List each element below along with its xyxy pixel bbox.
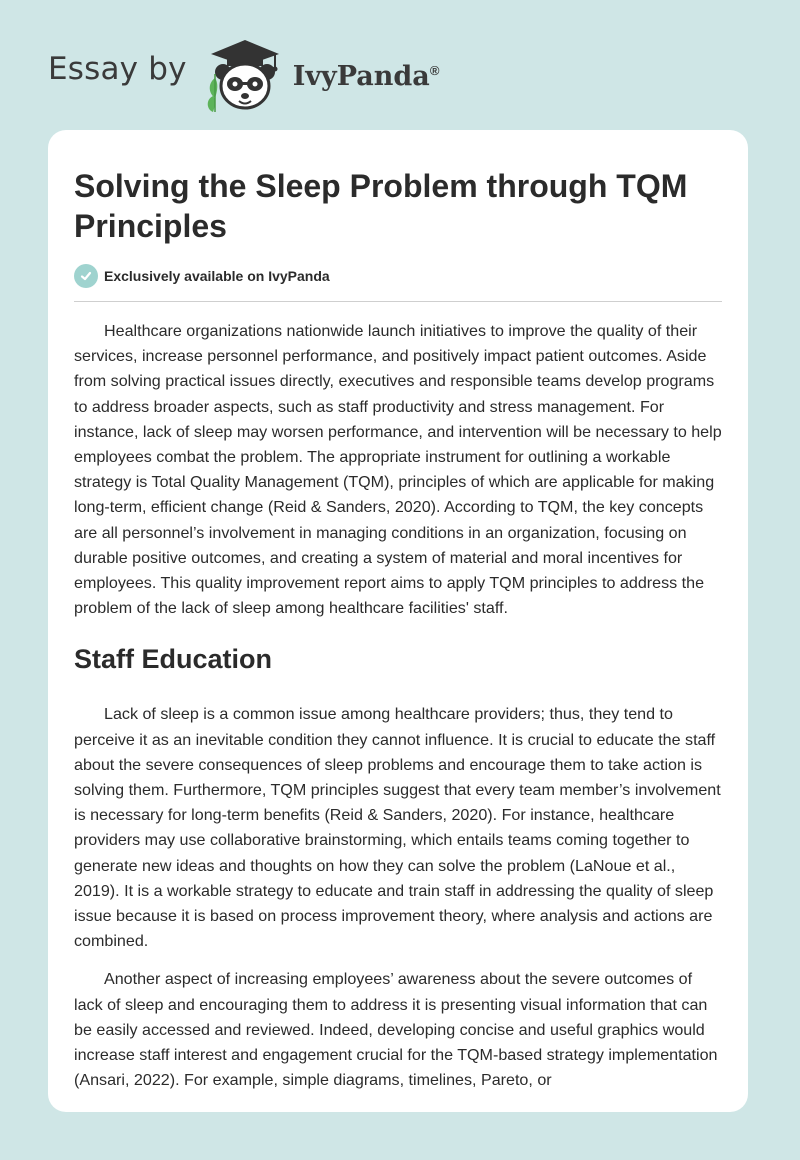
essay-by-label: Essay by: [48, 51, 187, 87]
section-paragraph: Another aspect of increasing employees’ awareness about the severe outcomes of lack of sleep and encouraging them to address it is presenting visual information that can be easily accessed and reviewed. Indeed, developing concise and useful graphics would increase staff interest and engagement crucial for the TQM-based strategy implementation (Ansari, 2022). For example, simple diagrams, timelines, Pareto, or: [74, 970, 718, 1090]
ivypanda-logo-icon[interactable]: [201, 34, 289, 114]
brand-text: IvyPanda: [292, 60, 430, 92]
article-card: [48, 130, 748, 1112]
check-circle-icon: [74, 264, 98, 288]
exclusive-badge: [74, 264, 722, 288]
registered-mark: ®: [429, 62, 440, 78]
article-title: Solving the Sleep Problem through TQM Principles: [74, 168, 688, 244]
intro-paragraph: Healthcare organizations nationwide launch initiatives to improve the quality of their services, increase personnel performance, and positively impact patient outcomes. Aside from solving practical issues directly, executives and responsible teams develop programs to address broader aspects, such as staff productivity and stress management. For instance, lack of sleep may worsen performance, and intervention will be necessary to help employees combat the problem. The appropriate instrument for outlining a workable strategy is Total Quality Management (TQM), principles of which are applicable for making long-term, efficient change (Reid & Sanders, 2020). According to TQM, the key concepts are all personnel’s involvement in managing conditions in an organization, focusing on durable positive outcomes, and creating a system of material and moral incentives for employees. This quality improvement report aims to apply TQM principles to address the problem of the lack of sleep among healthcare facilities' staff.: [74, 322, 722, 618]
divider: [74, 301, 722, 302]
section-paragraph: Lack of sleep is a common issue among healthcare providers; thus, they tend to perceive it as an inevitable condition they cannot influence. It is crucial to educate the staff about the severe consequences of sleep problems and encourage them to take action is solving them. Furthermore, TQM principles suggest that every team member’s involvement is necessary for long-term benefits (Reid & Sanders, 2020). For instance, healthcare providers may use collaborative brainstorming, which entails teams coming together to generate new ideas and thoughts on how they can solve the problem (LaNoue et al., 2019). It is a workable strategy to educate and train staff in addressing the quality of sleep issue because it is based on process improvement theory, where analysis and actions are combined.: [74, 705, 721, 951]
section-heading: Staff Education: [74, 644, 273, 675]
exclusive-label: Exclusively available on IvyPanda: [104, 268, 330, 284]
brand-name: [293, 61, 440, 92]
site-header: [48, 34, 488, 114]
